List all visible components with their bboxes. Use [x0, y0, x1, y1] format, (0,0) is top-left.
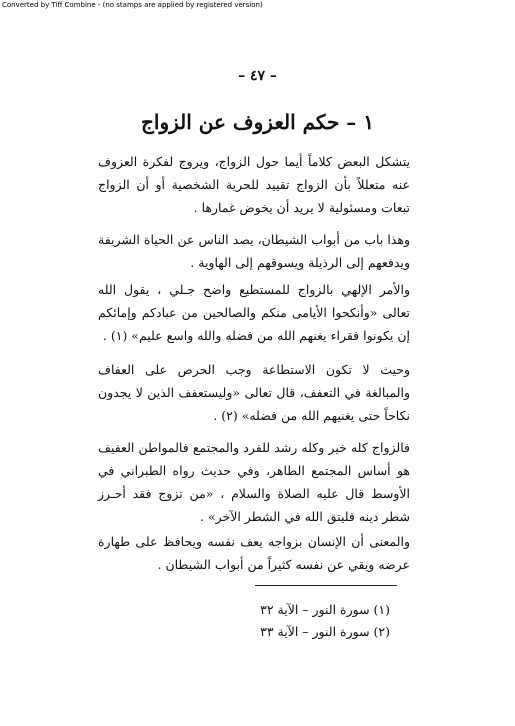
paragraph: وحيث لا تكون الاستطاعة وجب الحرص على العفاف والمبالغة في التعفف، قال تعالى «وليستعفف الذين لا يجدون نكاحاً حتى يغنيهم الله من فضله» (٢) .	[98, 362, 410, 423]
paragraph: والمعنى أن الإنسان بزواجه يعف نفسه ويحافظ على طهارة عرضه ويقي عن نفسه كثيراً من أبواب الشيطان .	[98, 534, 410, 572]
page-number: – ٤٧ –	[238, 68, 277, 84]
footnote-separator	[255, 585, 397, 586]
paragraph: وهذا باب من أبواب الشيطان، يصد الناس عن الحياة الشريفة ويدفعهم إلى الرذيلة ويسوقهم إلى الهاوية .	[98, 232, 410, 270]
paragraph: يتشكل البعض كلاماً أيما حول الزواج، ويروج لفكرة العزوف عنه متعللاً بأن الزواج تقييد للحرية الشخصية أو أن الزواج تبعات ومسئولية لا يريد أن يخوض غمارها .	[98, 154, 410, 215]
section-heading: ١ – حكم العزوف عن الزواج	[141, 110, 374, 134]
paragraph: والأمر الإلهي بالزواج للمستطيع واضح جـلي ، يقول الله تعالى «وأنكحوا الأيامى منكم والصالحين من عبادكم وإمائكم إن يكونوا فقراء يغنهم الله من فضله والله واسع عليم» (١) .	[98, 282, 410, 343]
footnote: (١) سورة النور – الآية ٣٢	[260, 602, 390, 617]
conversion-watermark: Converted by Tiff Combine - (no stamps are applied by registered version)	[2, 1, 263, 9]
footnote: (٢) سورة النور – الآية ٣٣	[260, 624, 390, 639]
paragraph: فالزواج كله خير وكله رشد للفرد والمجتمع فالمواطن العفيف هو أساس المجتمع الطاهر، وفي حديث رواه الطبراني في الأوسط قال عليه الصلاة والسلام ، «من تزوج فقد أحـرز شطر دينه فليتق الله في الشطر الآخر» .	[98, 440, 410, 524]
